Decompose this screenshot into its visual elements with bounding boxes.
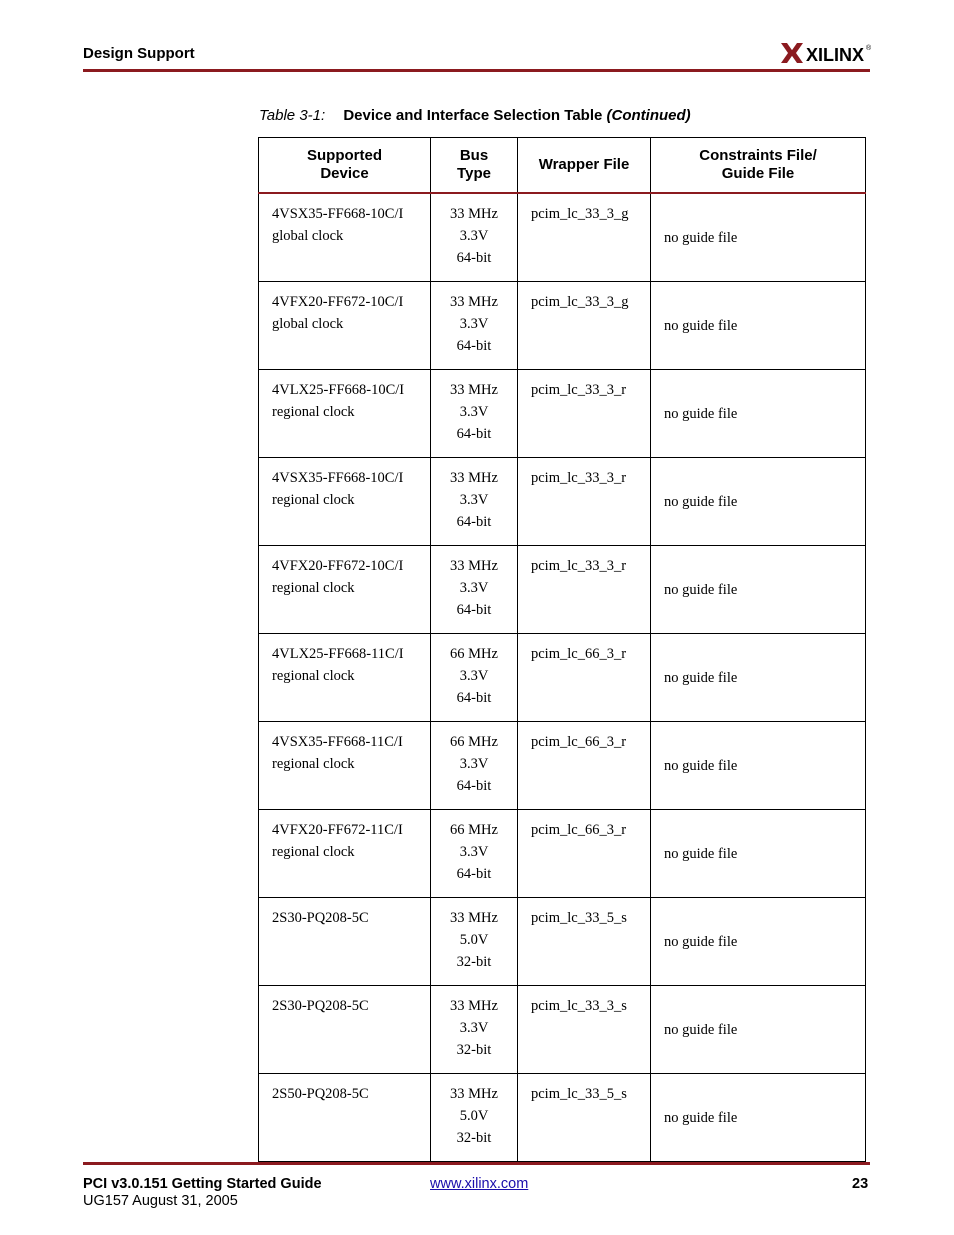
cell-guide-file: no guide file <box>651 193 866 282</box>
bus-text: 32-bit <box>456 1042 492 1058</box>
header-text: Supported <box>307 147 382 164</box>
table-body <box>259 193 866 1162</box>
bus-text: 3.3V <box>459 668 489 684</box>
bus-text: 32-bit <box>456 1130 492 1146</box>
bus-text: 3.3V <box>459 756 489 772</box>
device-text: 2S30-PQ208-5C <box>272 910 369 926</box>
header-supported-device <box>259 138 431 194</box>
footer-rule <box>83 1162 870 1165</box>
bus-text: 64-bit <box>456 602 492 618</box>
cell-bus-type <box>431 634 518 722</box>
cell-device <box>259 1074 431 1162</box>
device-text: regional clock <box>272 756 355 772</box>
bus-text: 33 MHz <box>450 910 498 926</box>
header-text: Wrapper File <box>538 156 630 173</box>
device-text: regional clock <box>272 404 355 420</box>
cell-guide-file: no guide file <box>651 370 866 458</box>
table-row <box>259 193 866 282</box>
cell-wrapper-file: pcim_lc_33_3_s <box>518 986 651 1074</box>
cell-device <box>259 193 431 282</box>
bus-text: 3.3V <box>459 492 489 508</box>
page-number: 23 <box>852 1176 869 1192</box>
cell-bus-type <box>431 458 518 546</box>
cell-wrapper-file: pcim_lc_33_5_s <box>518 898 651 986</box>
cell-device <box>259 634 431 722</box>
device-text: 4VSX35-FF668-10C/I <box>272 206 404 222</box>
device-text: 2S30-PQ208-5C <box>272 998 369 1014</box>
header-text: Device <box>320 165 369 182</box>
table-row <box>259 810 866 898</box>
bus-text: 5.0V <box>459 932 489 948</box>
cell-bus-type <box>431 898 518 986</box>
bus-text: 5.0V <box>459 1108 489 1124</box>
bus-text: 66 MHz <box>450 822 498 838</box>
table-row <box>259 722 866 810</box>
cell-guide-file: no guide file <box>651 634 866 722</box>
cell-bus-type <box>431 986 518 1074</box>
cell-guide-file: no guide file <box>651 810 866 898</box>
table-number: Table 3-1: <box>259 107 326 124</box>
header-text: Constraints File/ <box>699 147 817 164</box>
bus-text: 32-bit <box>456 954 492 970</box>
header-wrapper-file <box>518 138 651 194</box>
cell-device <box>259 458 431 546</box>
header-rule <box>83 69 870 72</box>
bus-text: 33 MHz <box>450 206 498 222</box>
bus-text: 3.3V <box>459 1020 489 1036</box>
device-text: 4VFX20-FF672-11C/I <box>272 822 403 838</box>
table-row <box>259 370 866 458</box>
cell-device <box>259 898 431 986</box>
bus-text: 64-bit <box>456 690 492 706</box>
table-title: Device and Interface Selection Table <box>343 107 603 124</box>
brand-text: XILINX <box>806 45 865 65</box>
header-text: Type <box>457 165 491 182</box>
cell-bus-type <box>431 810 518 898</box>
cell-guide-file: no guide file <box>651 458 866 546</box>
device-text: 4VFX20-FF672-10C/I <box>272 558 404 574</box>
bus-text: 64-bit <box>456 338 492 354</box>
bus-text: 33 MHz <box>450 382 498 398</box>
bus-text: 33 MHz <box>450 558 498 574</box>
cell-bus-type <box>431 282 518 370</box>
cell-device <box>259 370 431 458</box>
device-text: regional clock <box>272 668 355 684</box>
header-bus-type <box>431 138 518 194</box>
bus-text: 64-bit <box>456 778 492 794</box>
registered-mark: ® <box>866 45 872 52</box>
header-text: Bus <box>459 147 489 164</box>
bus-text: 3.3V <box>459 228 489 244</box>
bus-text: 33 MHz <box>450 998 498 1014</box>
cell-guide-file: no guide file <box>651 898 866 986</box>
cell-bus-type <box>431 722 518 810</box>
header-section-title: Design Support <box>83 45 195 62</box>
device-text: regional clock <box>272 492 355 508</box>
footer-doc-date: UG157 August 31, 2005 <box>83 1193 238 1209</box>
table-row <box>259 898 866 986</box>
cell-guide-file: no guide file <box>651 546 866 634</box>
device-text: global clock <box>272 228 344 244</box>
cell-wrapper-file: pcim_lc_33_3_r <box>518 458 651 546</box>
bus-text: 33 MHz <box>450 470 498 486</box>
cell-device <box>259 282 431 370</box>
xilinx-logo <box>780 40 872 68</box>
device-text: 4VLX25-FF668-10C/I <box>272 382 405 398</box>
header-constraints-file <box>651 138 866 194</box>
bus-text: 64-bit <box>456 250 492 266</box>
cell-bus-type <box>431 193 518 282</box>
bus-text: 3.3V <box>459 316 489 332</box>
cell-wrapper-file: pcim_lc_33_3_r <box>518 370 651 458</box>
cell-guide-file: no guide file <box>651 722 866 810</box>
cell-bus-type <box>431 1074 518 1162</box>
cell-wrapper-file: pcim_lc_33_5_s <box>518 1074 651 1162</box>
cell-wrapper-file: pcim_lc_33_3_g <box>518 282 651 370</box>
bus-text: 3.3V <box>459 580 489 596</box>
cell-device <box>259 810 431 898</box>
device-text: 4VFX20-FF672-10C/I <box>272 294 404 310</box>
table-caption <box>259 107 691 124</box>
bus-text: 3.3V <box>459 844 489 860</box>
cell-wrapper-file: pcim_lc_33_3_r <box>518 546 651 634</box>
footer-website-link[interactable]: www.xilinx.com <box>430 1176 529 1192</box>
table-row <box>259 546 866 634</box>
table-header-row <box>259 138 866 194</box>
device-text: 4VSX35-FF668-11C/I <box>272 734 403 750</box>
bus-text: 33 MHz <box>450 1086 498 1102</box>
cell-device <box>259 722 431 810</box>
cell-guide-file: no guide file <box>651 282 866 370</box>
footer-doc-info <box>83 1176 322 1210</box>
cell-wrapper-file: pcim_lc_66_3_r <box>518 722 651 810</box>
bus-text: 3.3V <box>459 404 489 420</box>
footer-doc-title: PCI v3.0.151 Getting Started Guide <box>83 1176 322 1192</box>
table-row <box>259 458 866 546</box>
bus-text: 64-bit <box>456 514 492 530</box>
table-row <box>259 282 866 370</box>
cell-wrapper-file: pcim_lc_33_3_g <box>518 193 651 282</box>
cell-wrapper-file: pcim_lc_66_3_r <box>518 634 651 722</box>
cell-bus-type <box>431 546 518 634</box>
cell-guide-file: no guide file <box>651 1074 866 1162</box>
bus-text: 66 MHz <box>450 734 498 750</box>
device-text: 4VSX35-FF668-10C/I <box>272 470 404 486</box>
table-row <box>259 986 866 1074</box>
cell-bus-type <box>431 370 518 458</box>
cell-device <box>259 546 431 634</box>
table-row <box>259 1074 866 1162</box>
header-text: Guide File <box>721 165 795 182</box>
device-text: 4VLX25-FF668-11C/I <box>272 646 404 662</box>
table-continued: (Continued) <box>606 107 691 124</box>
bus-text: 66 MHz <box>450 646 498 662</box>
bus-text: 64-bit <box>456 866 492 882</box>
cell-wrapper-file: pcim_lc_66_3_r <box>518 810 651 898</box>
device-text: 2S50-PQ208-5C <box>272 1086 369 1102</box>
device-selection-table <box>258 137 866 1162</box>
device-text: global clock <box>272 316 344 332</box>
cell-guide-file: no guide file <box>651 986 866 1074</box>
cell-device <box>259 986 431 1074</box>
device-text: regional clock <box>272 844 355 860</box>
bus-text: 33 MHz <box>450 294 498 310</box>
bus-text: 64-bit <box>456 426 492 442</box>
table-row <box>259 634 866 722</box>
device-text: regional clock <box>272 580 355 596</box>
